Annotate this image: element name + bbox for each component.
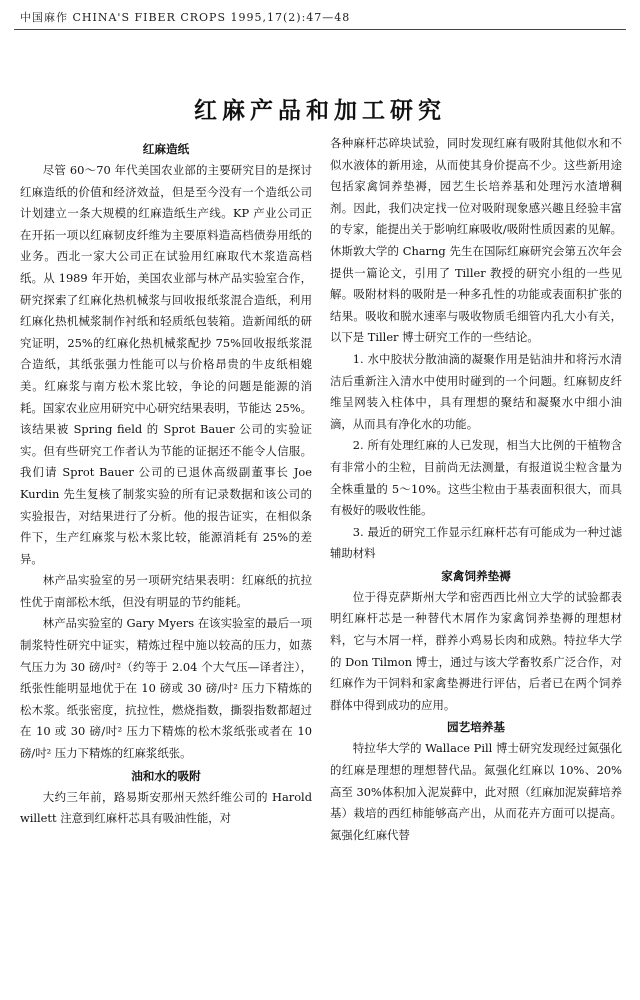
running-header: 中国麻作 CHINA'S FIBER CROPS 1995,17(2):47—48 xyxy=(20,11,351,24)
paragraph: 大约三年前，路易斯安那州天然纤维公司的 Harold willett 注意到红麻杆芯具有吸油性能，对 xyxy=(20,789,312,826)
header-rule xyxy=(14,29,626,30)
numbered-paragraph: 3. 最近的研究工作显示红麻杆芯有可能成为一种过滤辅助材料 xyxy=(330,524,622,561)
numbered-paragraph: 2. 所有处理红麻的人已发现，相当大比例的干植物含有非常小的尘粒，目前尚无法测量，有报道说尘粒含量为全株重量的 5～10%。这些尘粒由于基表面积很大，而具有极好的吸收性能。 xyxy=(330,438,622,518)
numbered-paragraph: 1. 水中胶状分散油滴的凝聚作用是钻油井和将污水清洁后重新注入清水中使用时碰到的一个问题。红麻韧皮纤维呈网装入柱体中，具有理想的聚结和凝聚水中细小油滴，从而具有净化水的功能。 xyxy=(330,351,622,431)
right-column xyxy=(330,133,622,1000)
paragraph-continued: 各种麻杆芯碎块试验，同时发现红麻有吸附其他似水和不似水液体的新用途，从而使其身价提高不少。这些新用途包括家禽饲养垫褥，园艺生长培养基和处理污水渣增稠剂。因此，我们决定找一位对吸附现象感兴趣且经验丰富的专家，能提出关于影响红麻吸收/吸附性质因素的见解。休斯敦大学的 Charng 先生在国际红麻研究会第五次年会提供一篇论文，引用了 Tiller 教授的研究小组的一些见解。吸附材料的吸附是一种多孔性的功能或表面积扩张的结果。吸收和脱水速率与吸收物质毛细管内孔大小有关，以下是 Tiller 博士研究工作的一些结论。 xyxy=(330,136,622,345)
section-heading-poultry-litter: 家禽饲养垫褥 xyxy=(441,568,511,583)
paragraph: 位于得克萨斯州大学和密西西比州立大学的试验都表明红麻杆芯是一种替代木屑作为家禽饲养垫褥的理想材料，它与木屑一样，群养小鸡易长肉和成熟。特拉华大学的 Don Tilmon 博士，通过与该大学畜牧系广泛合作，对红麻作为干饲料和家禽垫褥进行评估，后者已在两个饲养群体中得到成功的应用。 xyxy=(330,589,622,712)
paragraph: 尽管 60～70 年代美国农业部的主要研究目的是探讨红麻造纸的价值和经济效益，但是至今没有一个造纸公司计划建立一条大规模的红麻造纸生产线。KP 产业公司正在开拓一项以红麻韧皮纤维为主要原料造高档债券用纸的业务。西北一家大公司正在试验用红麻取代木浆造高档纸。从 1989 年开始，美国农业部与林产品实验室合作，研究探索了红麻化热机械浆与回收报纸浆混合造纸，利用红麻化热机械浆制作衬纸和轻质纸包装箱。造新闻纸的研究证明，25%的红麻化热机械浆配抄 75%回收报纸浆混合造纸，其纸张强力性能可以与价格昂贵的牛皮纸相媲美。红麻浆与南方松木浆比较，争论的问题是能源的消耗。国家农业应用研究中心研究结果表明，节能达 25%。该结果被 Spring field 的 Sprot Bauer 公司的实验证实。但有些研究工作者认为节能的证据还不能令人信服。我们请 Sprot Bauer 公司的已退休高级副董事长 Joe Kurdin 先生复核了制浆实验的所有记录数据和该公司的实验报告，对结果进行了分析。他的报告证实，在相似条件下，生产红麻浆与松木浆比较，能源消耗有 25%的差异。 xyxy=(20,163,312,566)
article-title: 红麻产品和加工研究 xyxy=(194,98,446,124)
paragraph: 特拉华大学的 Wallace Pill 博士研究发现经过氮强化的红麻是理想的理想替代品。氮强化红麻以 10%、20%高至 30%体积加入泥炭藓中，此对照（红麻加泥炭藓培养基）栽培的西红柿能够高产出，从而花卉方面可以提高。氮强化红麻代替 xyxy=(330,741,622,842)
section-heading-oil-water-absorption: 油和水的吸附 xyxy=(131,768,201,783)
section-heading-horticulture-medium: 园艺培养基 xyxy=(447,720,505,735)
section-heading-papermaking: 红麻造纸 xyxy=(142,142,190,156)
left-column xyxy=(20,138,312,1000)
paragraph: 林产品实验室的 Gary Myers 在该实验室的最后一项制浆特性研究中证实，精炼过程中施以较高的压力，如蒸气压力为 30 磅/吋²（约等于 2.04 个大气压—译者注），纸张性能明显地优于在 10 磅或 30 磅/吋² 压力下精炼的松木浆。纸张密度，抗拉性，燃烧指数，撕裂指数都超过在 10 或 30 磅/吋² 压力下精炼的松木浆纸张或者在 10 磅/吋² 压力下精炼的红麻浆纸张。 xyxy=(20,616,312,761)
paragraph: 林产品实验室的另一项研究结果表明：红麻纸的抗拉性优于南部松木纸，但没有明显的节约能耗。 xyxy=(20,573,312,609)
